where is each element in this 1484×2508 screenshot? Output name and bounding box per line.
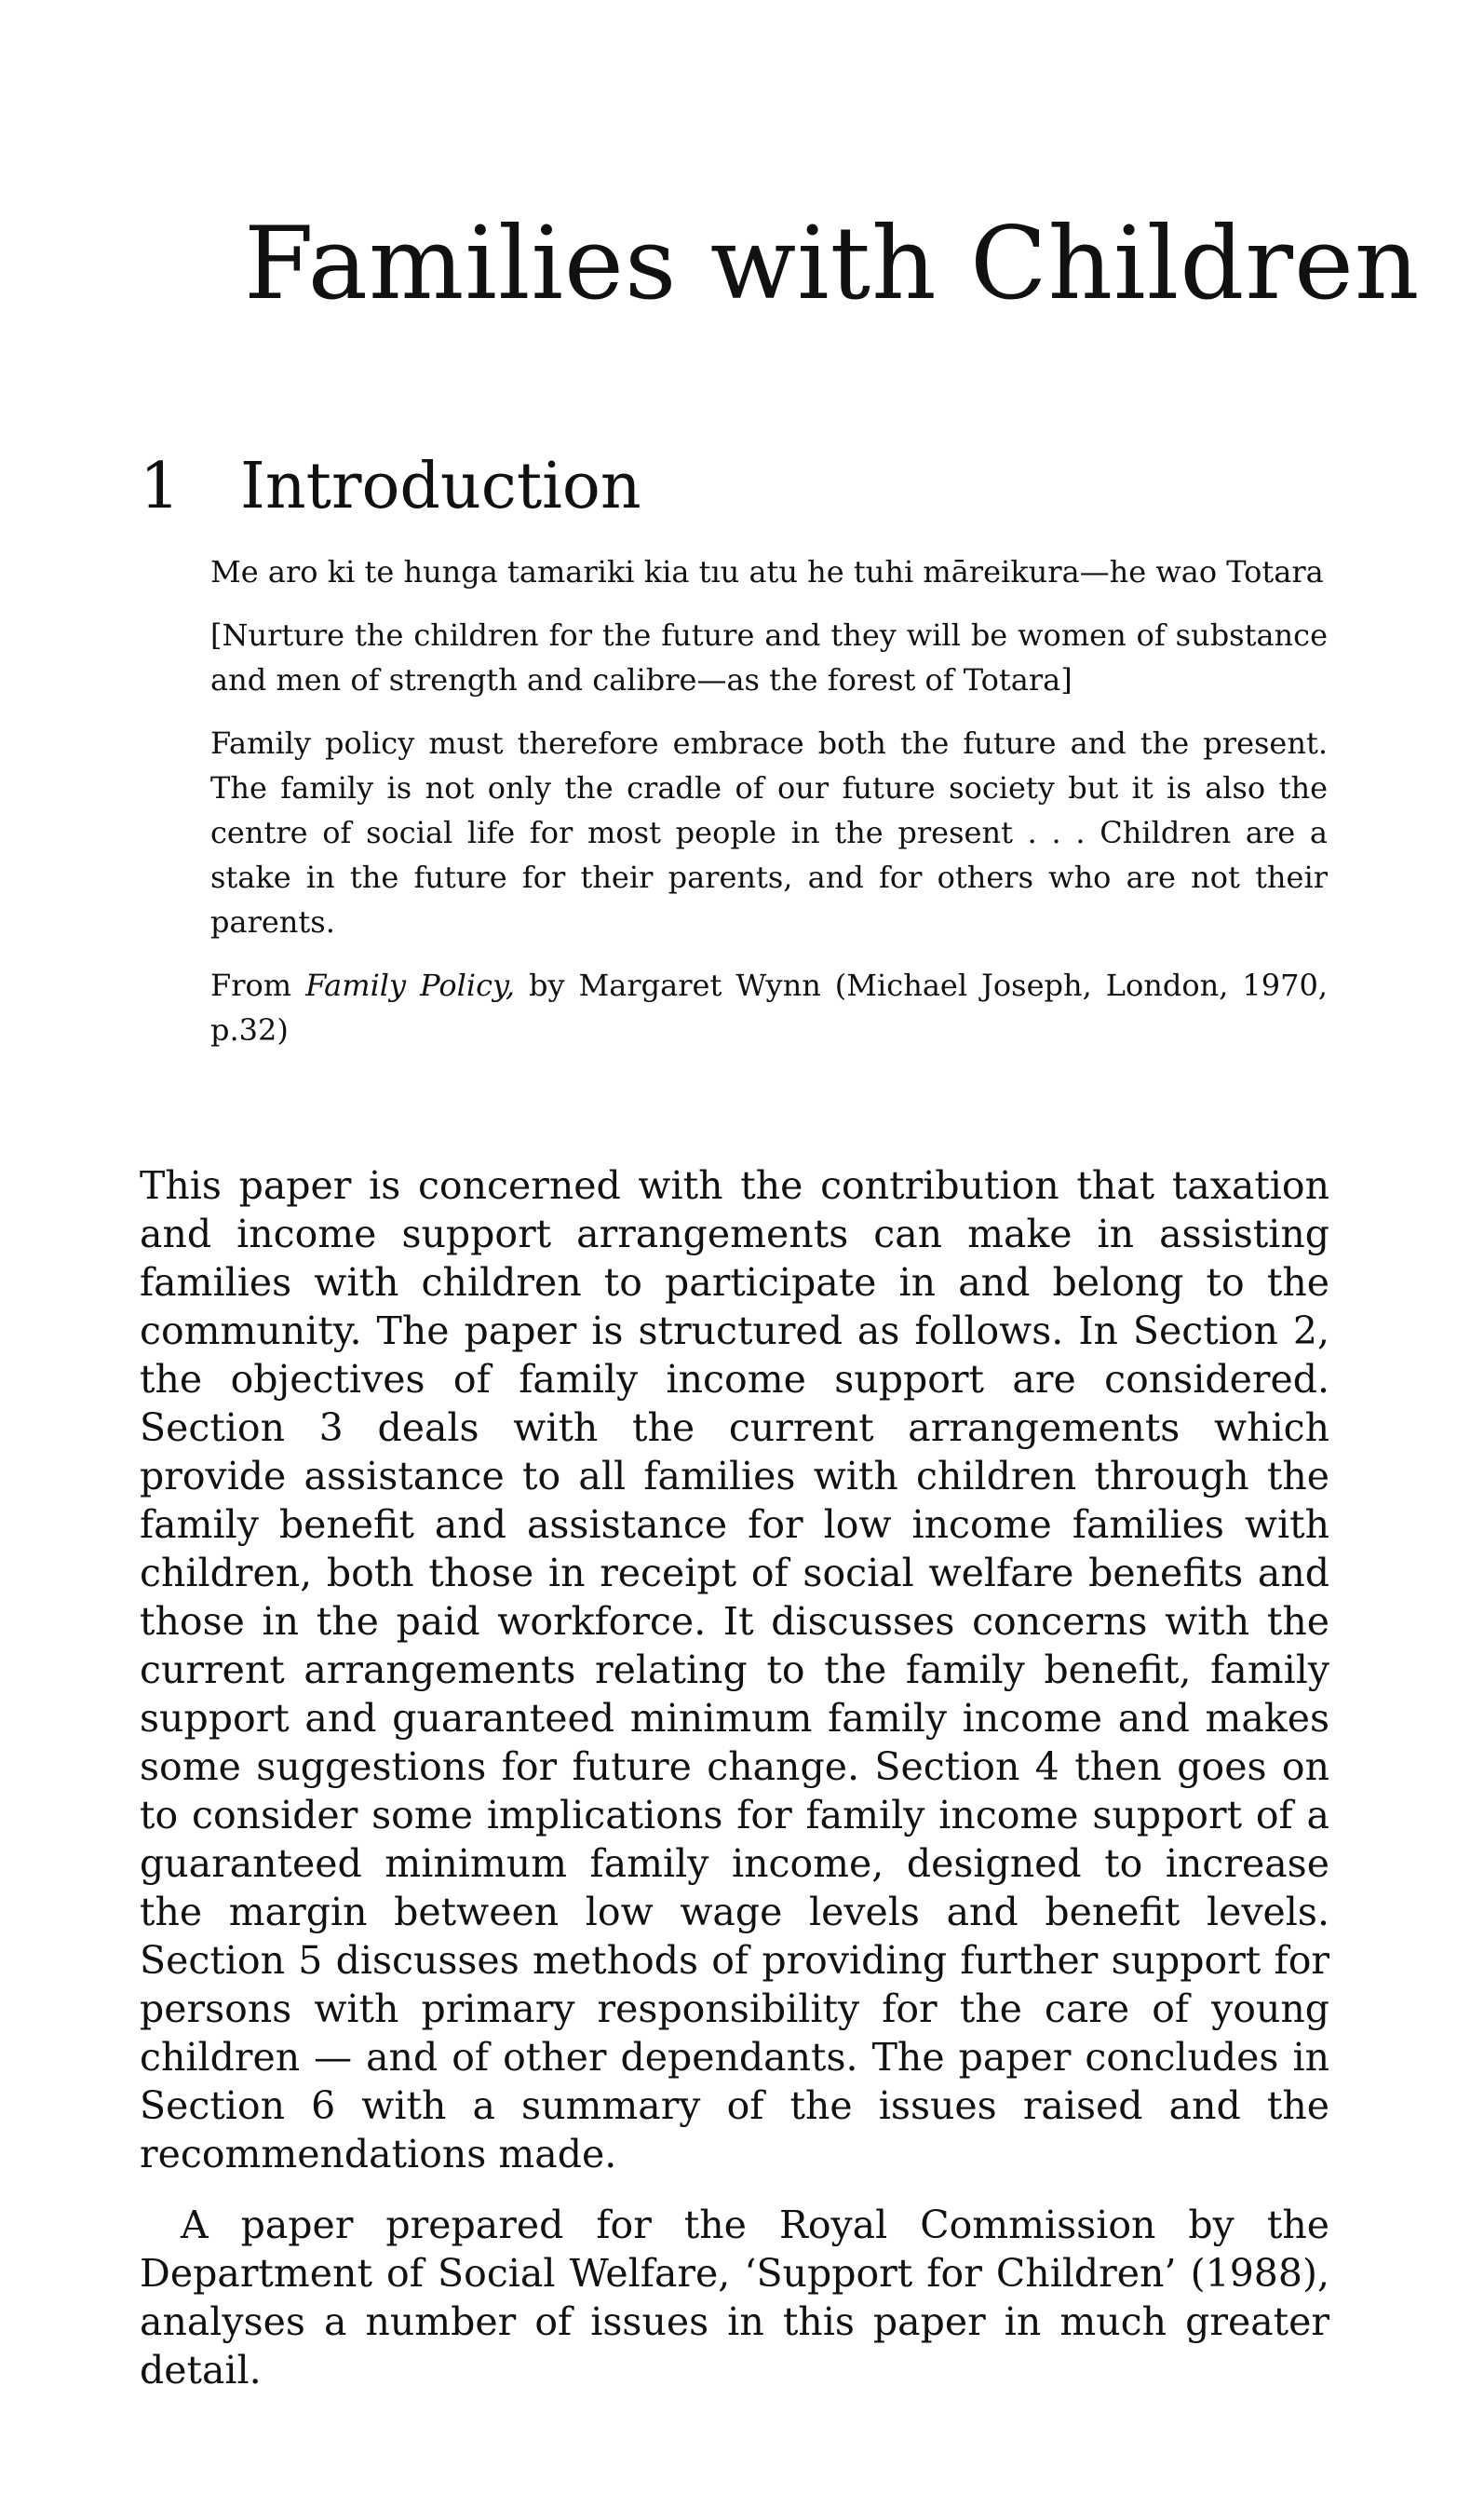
epigraph-passage: Family policy must therefore embrace both the future and the present. The family is not only the cradle of our future society but it is also the centre of social life for most people in the present . . . Children are a stake in the future for their parents, and for others who are not their parents. — [210, 725, 1328, 940]
epigraph — [210, 549, 1328, 1071]
section-heading — [140, 449, 641, 525]
epigraph-citation — [210, 963, 1328, 1052]
body-paragraph: This paper is concerned with the contribution that taxation and income support arrangements can make in assisting families with children to participate in and belong to the community. The paper is structured as follows. In Section 2, the objectives of family income support are considered. Section 3 deals with the current arrangements which provide assistance to all families with children through the family benefit and assistance for low income families with children, both those in receipt of social welfare benefits and those in the paid workforce. It discusses concerns with the current arrangements relating to the family benefit, family support and guaranteed minimum family income and makes some suggestions for future change. Section 4 then goes on to consider some implications for family income support of a guaranteed minimum family income, designed to increase the margin between low wage levels and benefit levels. Section 5 discusses methods of providing further support for persons with primary responsibility for the care of young children — and of other dependants. The paper concludes in Section 6 with a summary of the issues raised and the recommendations made. — [140, 1163, 1329, 2176]
section-title: Introduction — [240, 450, 641, 523]
citation-prefix: From — [210, 968, 306, 1003]
citation-details: by Margaret Wynn (Michael Joseph, London, 1970, p.32) — [210, 968, 1329, 1048]
epigraph-maori-quote: Me aro ki te hunga tamariki kia tıu atu he tuhi māreikura—he wao Totara — [210, 554, 1324, 590]
body-text — [140, 1161, 1329, 2417]
page-title: Families with Children — [244, 206, 1421, 322]
epigraph-translation: [Nurture the children for the future and they will be women of substance and men of strength and calibre—as the forest of Totara] — [210, 617, 1328, 698]
citation-book-title: Family Policy, — [305, 968, 515, 1003]
body-paragraph: A paper prepared for the Royal Commission by the Department of Social Welfare, ‘Support for Children’ (1988), analyses a number of issues in this paper in much greater detail. — [140, 2203, 1329, 2393]
section-number: 1 — [140, 450, 181, 523]
